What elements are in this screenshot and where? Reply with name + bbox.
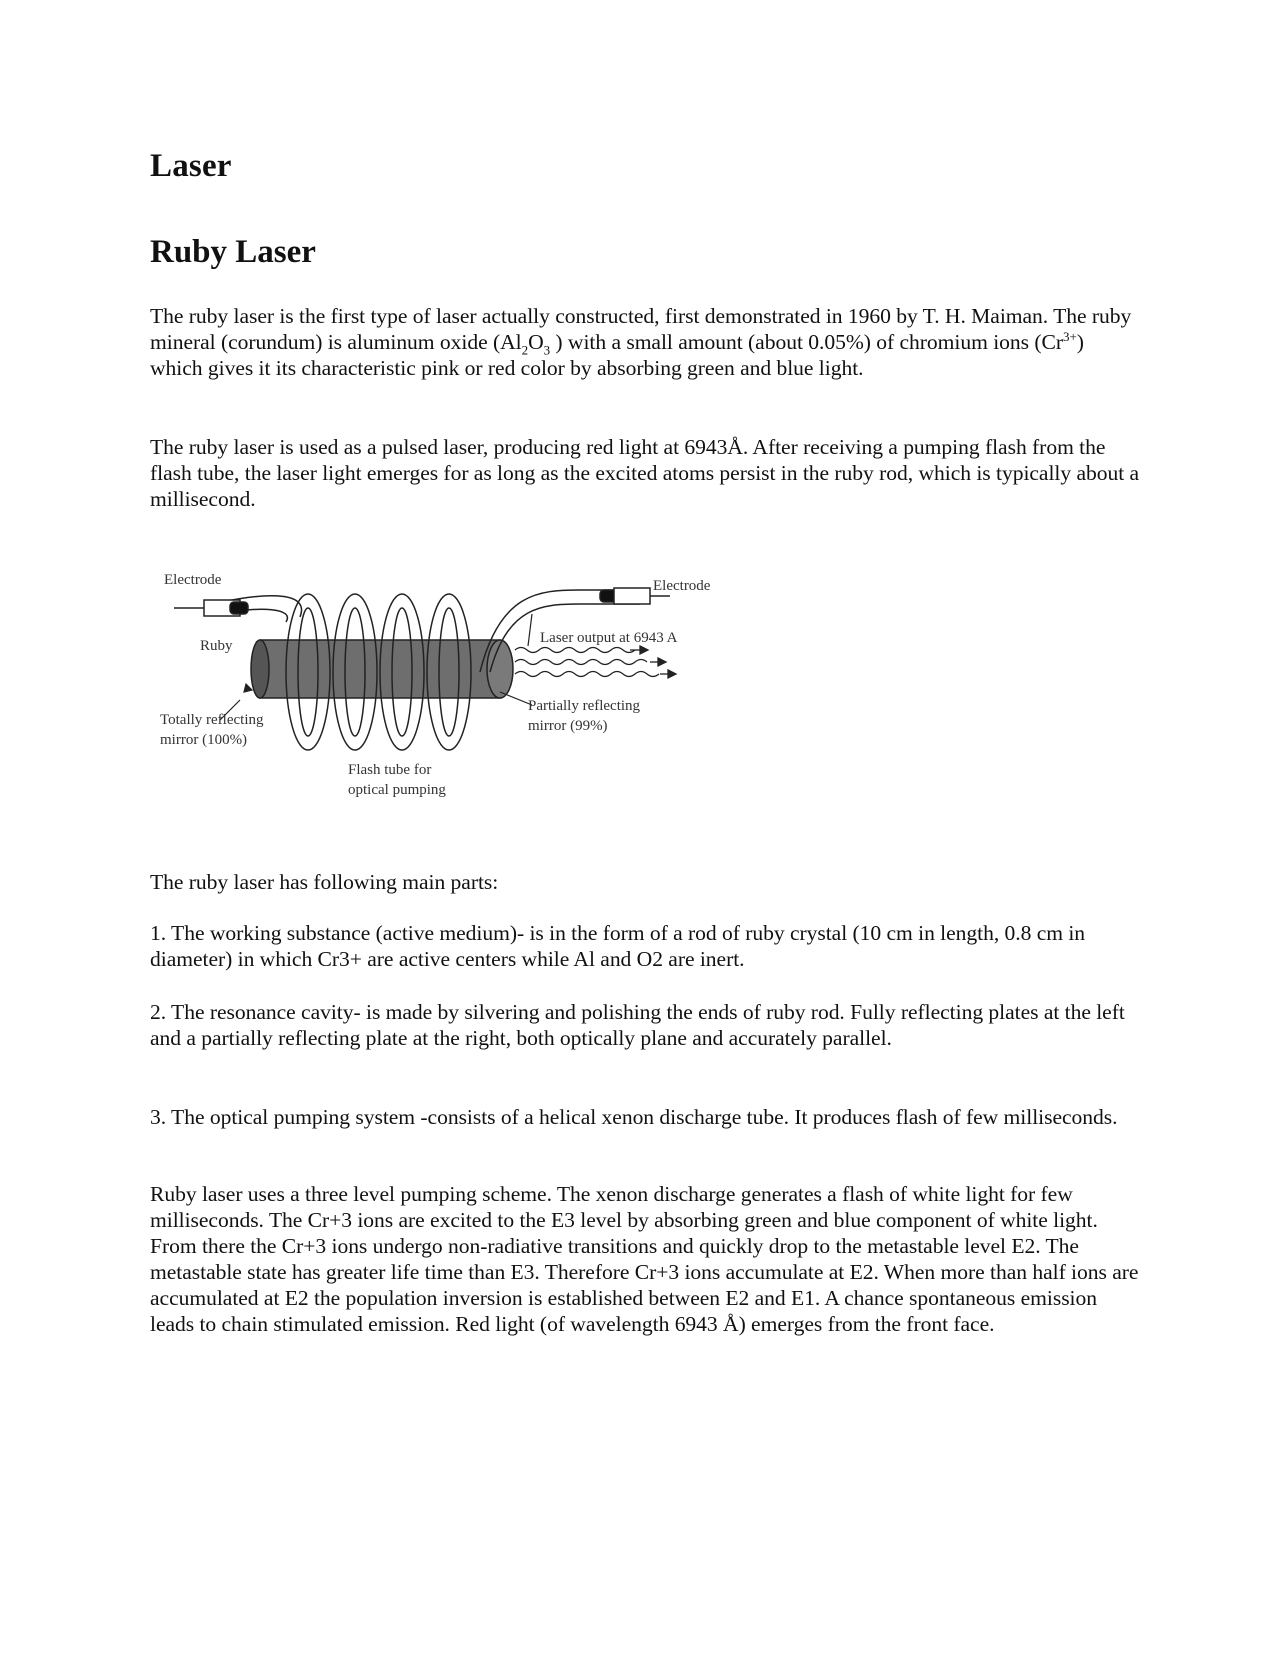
label-partial-mirror-2: mirror (99%) <box>528 718 608 734</box>
electrode-left <box>174 600 248 616</box>
label-total-mirror-2: mirror (100%) <box>160 732 248 748</box>
label-electrode-right: Electrode <box>653 578 711 594</box>
parts-intro: The ruby laser has following main parts: <box>150 870 499 894</box>
part-3-paragraph: 3. The optical pumping system -consists of a helical xenon discharge tube. It produces flash of few milliseconds. <box>150 1105 1118 1129</box>
pulsed-paragraph: The ruby laser is used as a pulsed laser, producing red light at 6943Å. After receiving a pumping flash from the flash tube, the laser light emerges for as long as the excited atoms persist in the ruby rod, which is typically about a millisecond. <box>150 435 1140 511</box>
label-flash-tube-1: Flash tube for <box>348 762 432 778</box>
part-1-paragraph: 1. The working substance (active medium)- is in the form of a rod of ruby crystal (10 cm in length, 0.8 cm in diameter) in which Cr3+ are active centers while Al and O2 are inert. <box>150 921 1086 971</box>
label-laser-output: Laser output at 6943 A <box>540 630 678 646</box>
intro-paragraph: The ruby laser is the first type of laser actually constructed, first demonstrated in 1960 by T. H. Maiman. The ruby mineral (corundum) is aluminum oxide ($Al_2O_3$ ) with a small amount (about 0.05%) of chromium ions $(Cr^{3+})$ which gives it its characteristic pink or red color by absorbing green and blue light. <box>150 304 1132 380</box>
ruby-laser-diagram <box>160 562 760 812</box>
part-2-paragraph: 2. The resonance cavity- is made by silvering and polishing the ends of ruby rod. Fully reflecting plates at the left and a partially reflecting plate at the right, both optically plane and accurately parallel. <box>150 1000 1125 1050</box>
section-title: Ruby Laser <box>150 234 316 270</box>
label-total-mirror-1: Totally reflecting <box>160 712 264 728</box>
laser-output-waves <box>515 646 676 678</box>
totally-reflecting-mirror <box>251 640 269 698</box>
label-electrode-left: Electrode <box>164 572 222 588</box>
label-ruby: Ruby <box>200 638 233 654</box>
pumping-scheme-paragraph: Ruby laser uses a three level pumping scheme. The xenon discharge generates a flash of white light for few milliseconds. The Cr+3 ions are excited to the E3 level by absorbing green and blue component of white light. From there the Cr+3 ions undergo non-radiative transitions and quickly drop to the metastable level E2. The metastable state has greater life time than E3. Therefore Cr+3 ions accumulate at E2. When more than half ions are accumulated at E2 the population inversion is established between E2 and E1. A chance spontaneous emission leads to chain stimulated emission. Red light (of wavelength 6943 Å) emerges from the front face. <box>150 1182 1139 1336</box>
page-title: Laser <box>150 148 232 184</box>
label-partial-mirror-1: Partially reflecting <box>528 698 641 714</box>
label-flash-tube-2: optical pumping <box>348 782 446 798</box>
